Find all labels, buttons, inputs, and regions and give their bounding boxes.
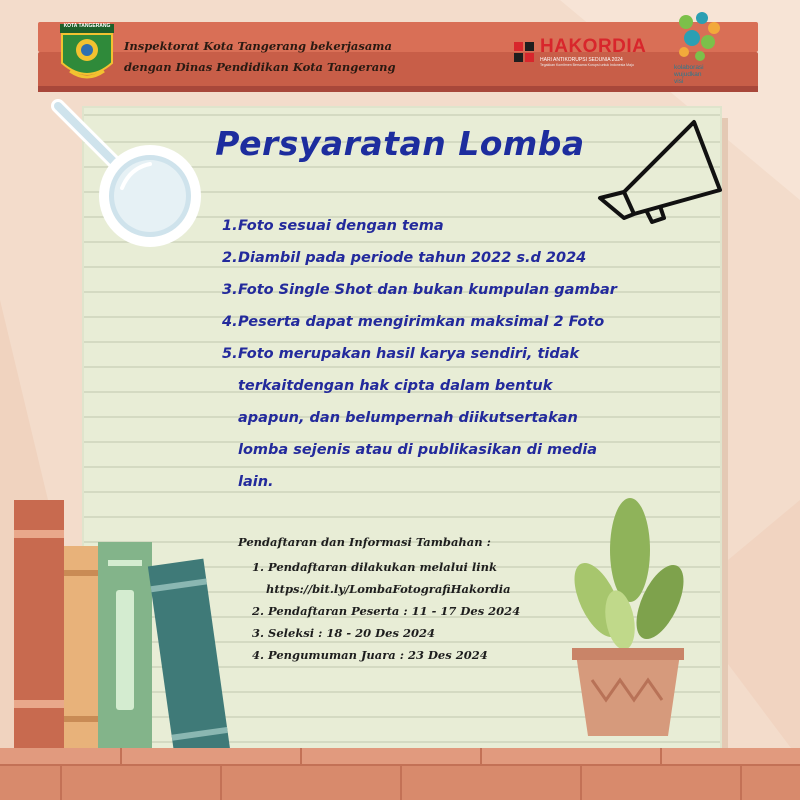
info-item: 2. Pendaftaran Peserta : 11 - 17 Des 2024	[252, 604, 521, 618]
requirement-text: Foto sesuai dengan tema	[238, 218, 444, 234]
requirement-number: 4.	[222, 314, 238, 330]
header-line-2: dengan Dinas Pendidikan Kota Tangerang	[124, 60, 396, 74]
kolaborasi-line-2: wujudkan	[674, 71, 702, 78]
registration-link[interactable]: https://bit.ly/LombaFotografiHakordia	[266, 582, 511, 596]
requirement-text: terkaitdengan hak cipta dalam bentuk	[238, 378, 553, 394]
kolaborasi-text	[674, 64, 734, 85]
hakordia-title: HAKORDIA	[540, 36, 647, 57]
kolaborasi-mark-icon	[670, 8, 726, 64]
kolaborasi-line-1: kolaborasi	[674, 64, 704, 71]
hakordia-logo	[512, 36, 662, 74]
magnifying-glass-icon	[38, 92, 208, 262]
requirement-text: Foto merupakan hasil karya sendiri, tidak	[238, 346, 580, 362]
requirement-text: Foto Single Shot dan bukan kumpulan gambar	[238, 282, 617, 298]
kolaborasi-logo	[666, 8, 730, 88]
requirement-number: 3.	[222, 282, 238, 298]
header-organizers	[124, 36, 444, 78]
hakordia-tagline: Tegakkan Komitmen Bersama Korupsi untuk Indonesia Maju	[540, 63, 634, 67]
kota-tangerang-logo-icon	[58, 23, 116, 85]
brick-floor	[0, 748, 800, 800]
requirement-number: 1.	[222, 218, 238, 234]
books-stack-icon	[0, 490, 250, 760]
hakordia-mark-icon	[512, 40, 538, 66]
info-item: 1. Pendaftaran dilakukan melalui link	[252, 560, 497, 574]
requirement-text: apapun, dan belumpernah diikutsertakan	[238, 410, 578, 426]
logo-label: KOTA TANGERANG	[63, 23, 111, 29]
hakordia-subtitle: HARI ANTIKORUPSI SEDUNIA 2024	[540, 57, 623, 63]
info-item: 4. Pengumuman Juara : 23 Des 2024	[252, 648, 488, 662]
requirement-text: Peserta dapat mengirimkan maksimal 2 Foto	[238, 314, 605, 330]
requirement-text: Diambil pada periode tahun 2022 s.d 2024	[238, 250, 587, 266]
page-title: Persyaratan Lomba	[215, 124, 585, 163]
requirement-number: 2.	[222, 250, 238, 266]
info-title: Pendaftaran dan Informasi Tambahan :	[238, 535, 491, 549]
kolaborasi-line-3: visi	[674, 78, 684, 85]
info-item: 3. Seleksi : 18 - 20 Des 2024	[252, 626, 435, 640]
requirement-text: lain.	[238, 474, 274, 490]
requirement-text: lomba sejenis atau di publikasikan di media	[238, 442, 598, 458]
potted-plant-icon	[560, 490, 690, 760]
requirement-number: 5.	[222, 346, 238, 362]
header-line-1: Inspektorat Kota Tangerang bekerjasama	[124, 39, 392, 53]
